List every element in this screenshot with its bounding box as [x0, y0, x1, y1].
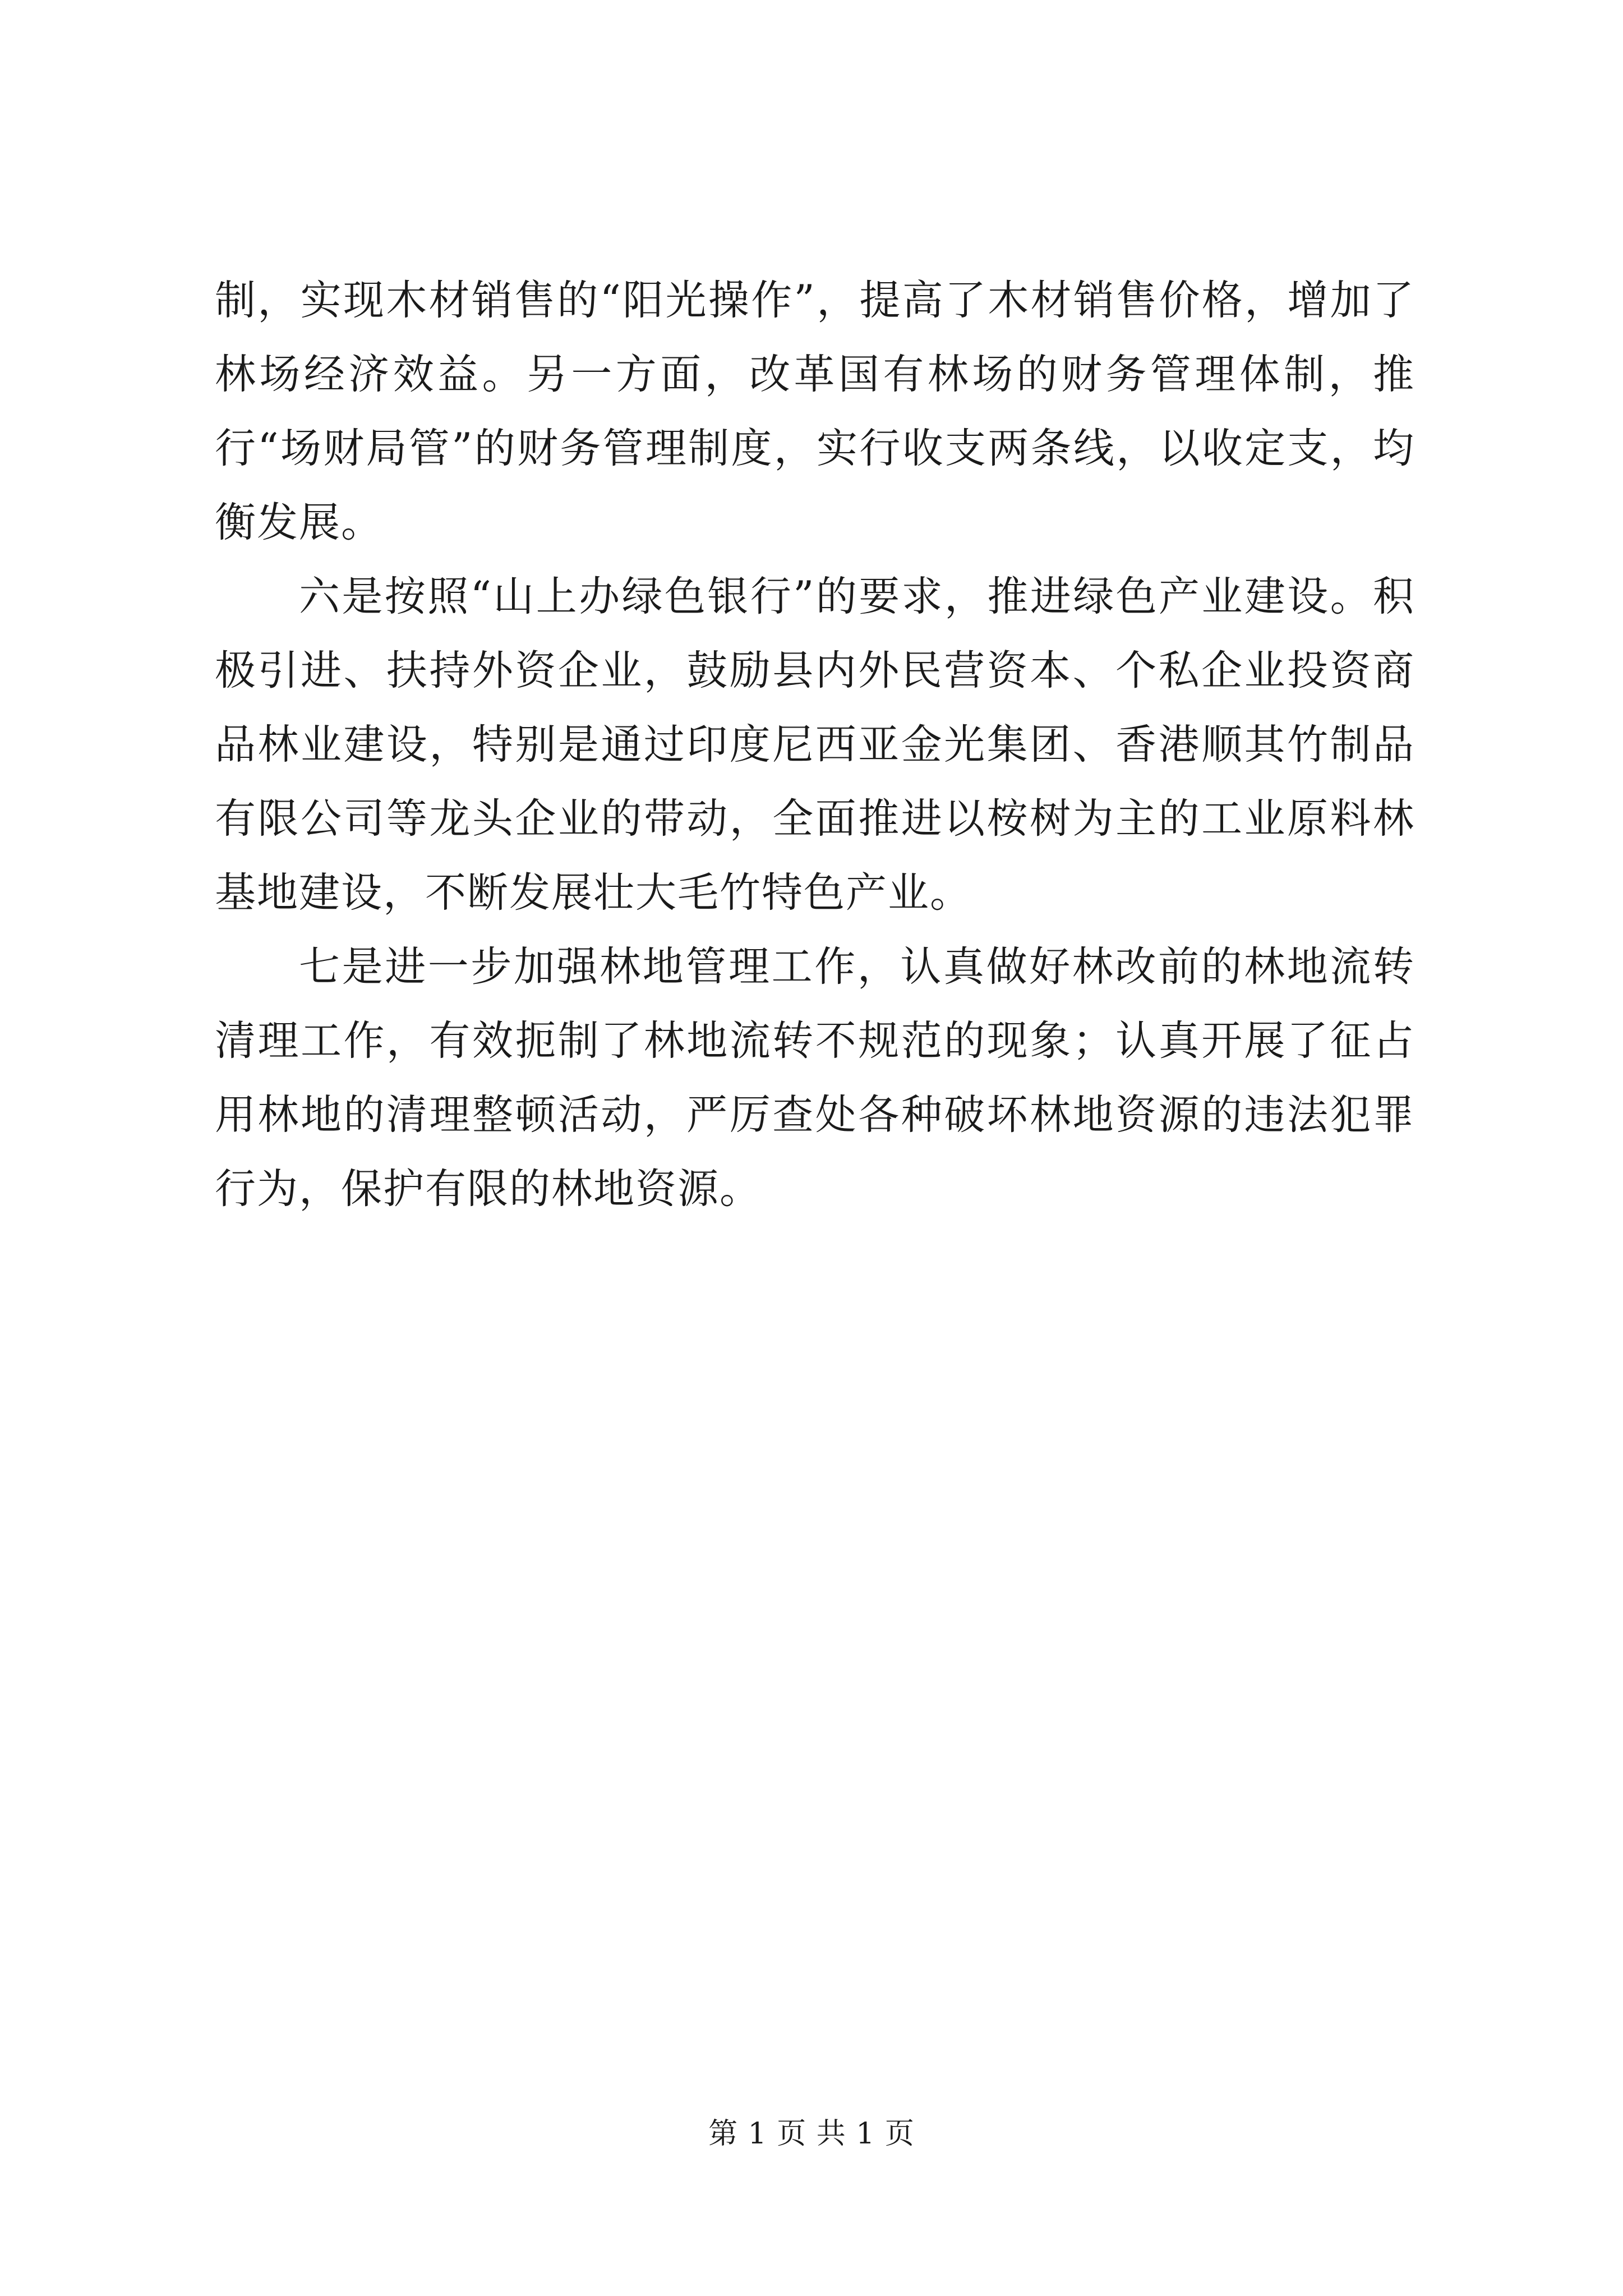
- page-footer: 第 1 页 共 1 页: [708, 2117, 915, 2151]
- paragraph-point-six: 六是按照“山上办绿色银行”的要求，推进绿色产业建设。积极引进、扶持外资企业，鼓励县内外民营资本、个私企业投资商品林业建设，特别是通过印度尼西亚金光集团、香港顺其竹制品有限公司等龙头企业的带动，全面推进以桉树为主的工业原料林基地建设，不断发展壮大毛竹特色产业。: [215, 573, 1415, 917]
- paragraph-continuation: 制，实现木材销售的“阳光操作”，提高了木材销售价格，增加了林场经济效益。另一方面，改革国有林场的财务管理体制，推行“场财局管”的财务管理制度，实行收支两条线，以收定支，均衡发展。: [215, 277, 1415, 546]
- document-body: [215, 264, 1415, 1226]
- paragraph-point-seven: 七是进一步加强林地管理工作，认真做好林改前的林地流转清理工作，有效扼制了林地流转不规范的现象；认真开展了征占用林地的清理整顿活动，严厉查处各种破坏林地资源的违法犯罪行为，保护有限的林地资源。: [215, 943, 1415, 1213]
